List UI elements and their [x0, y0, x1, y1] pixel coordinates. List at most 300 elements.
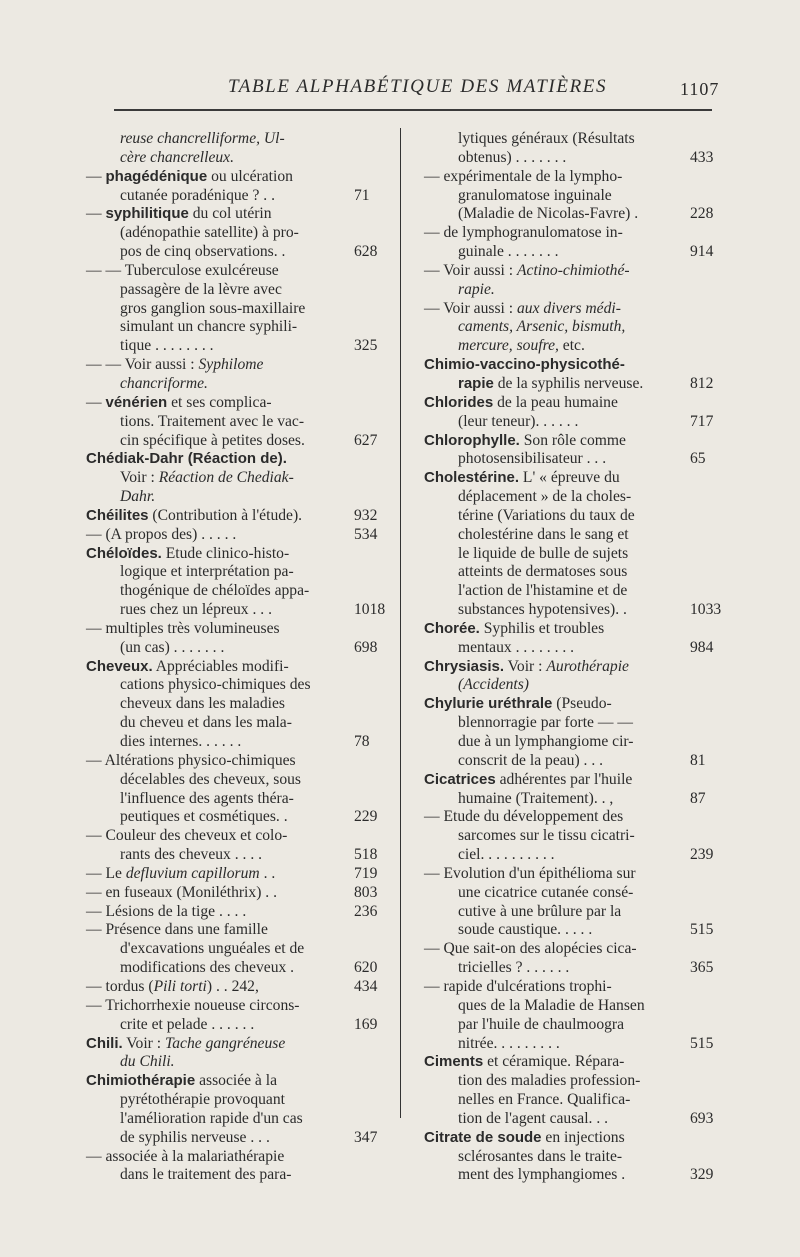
index-line-text	[86, 394, 272, 411]
index-text: Actino-chimiothé-	[517, 261, 630, 279]
index-text: dies internes. . . . . .	[120, 733, 242, 750]
index-text: sarcomes sur le tissu cicatri-	[458, 827, 635, 845]
index-text: gros ganglion sous-maxillaire	[120, 299, 306, 317]
page-reference: 169	[354, 1015, 378, 1033]
index-line-text	[424, 940, 637, 957]
index-text: due à un lymphangiome cir-	[458, 733, 634, 750]
index-text: crite et pelade . . . . . .	[120, 1015, 255, 1033]
right-column	[424, 130, 722, 1185]
index-line-text	[86, 507, 302, 524]
index-line	[424, 865, 712, 884]
index-text: décelables des cheveux, sous	[120, 770, 301, 788]
index-line-text	[424, 356, 625, 373]
index-text: L' « épreuve du	[519, 469, 620, 487]
index-text: associée à la	[195, 1072, 278, 1090]
page-reference: 71	[354, 186, 370, 204]
index-headword: Ciments	[424, 1053, 484, 1071]
index-line	[424, 921, 712, 940]
index-line	[86, 1016, 376, 1035]
index-text: Voir :	[504, 657, 547, 675]
index-line	[86, 130, 376, 149]
page-reference: 433	[690, 148, 714, 166]
index-text: — en fuseaux (Moniléthrix) . .	[86, 883, 277, 901]
index-line	[424, 450, 712, 469]
page-reference: 620	[354, 959, 378, 977]
index-line-text	[424, 1072, 640, 1089]
index-line	[86, 714, 376, 733]
index-text: blennorragie par forte — —	[458, 714, 633, 732]
index-text: de la syphilis nerveuse.	[493, 374, 644, 392]
index-line-text	[86, 318, 297, 335]
index-text: tion des maladies profession-	[458, 1072, 641, 1090]
index-line-text	[424, 130, 635, 147]
index-line	[86, 375, 376, 394]
index-text: (Maladie de Nicolas-Favre) .	[458, 205, 639, 223]
index-line	[424, 149, 712, 168]
index-line-text	[424, 733, 634, 750]
index-line	[424, 846, 712, 865]
index-line-text	[424, 413, 578, 430]
index-text: etc.	[558, 337, 585, 355]
index-line	[86, 676, 376, 695]
index-text: passagère de la lèvre avec	[120, 280, 282, 298]
index-text: (Pseudo-	[552, 695, 612, 713]
index-line-text	[86, 187, 275, 204]
index-text: l'amélioration rapide d'un cas	[120, 1109, 303, 1127]
index-line-text	[86, 469, 294, 486]
index-line	[86, 507, 376, 526]
index-line-text	[424, 827, 635, 844]
index-line	[424, 337, 712, 356]
index-line-text	[424, 582, 627, 599]
index-line-text	[424, 903, 621, 920]
index-line	[424, 790, 712, 809]
index-line	[424, 733, 712, 752]
index-line	[86, 224, 376, 243]
index-line-text	[86, 714, 292, 731]
column-divider	[400, 128, 401, 1118]
index-line	[86, 356, 376, 375]
page-reference: 812	[690, 374, 714, 392]
index-line	[86, 1091, 376, 1110]
index-line-text	[86, 865, 275, 882]
page-reference: 329	[690, 1166, 714, 1184]
index-text: tion de l'agent causal. . .	[458, 1109, 609, 1127]
index-line	[86, 865, 376, 884]
index-text: conscrit de la peau) . . .	[458, 751, 604, 769]
index-line-text	[424, 318, 625, 335]
index-text: pyrétothérapie provoquant	[120, 1091, 285, 1109]
index-text: Aurothérapie	[546, 657, 629, 675]
index-line-text	[424, 507, 635, 524]
index-line	[424, 130, 712, 149]
index-line-text	[86, 563, 294, 580]
index-text: soude caustique. . . . .	[458, 921, 593, 939]
index-line-text	[424, 450, 606, 467]
page-reference: 984	[690, 638, 714, 656]
index-text: — tordus (	[86, 977, 154, 995]
page-reference: 81	[690, 751, 706, 769]
index-text: — Lésions de la tige . . . .	[86, 902, 247, 920]
index-line-text	[86, 432, 305, 449]
index-line-text	[424, 601, 627, 618]
index-text: Réaction de Chediak-	[158, 469, 294, 487]
index-line-text	[424, 1091, 630, 1108]
page-reference: 65	[690, 450, 706, 468]
index-text: (Contribution à l'étude).	[148, 506, 303, 524]
page-reference: 627	[354, 431, 378, 449]
index-line	[86, 432, 376, 451]
index-line-text	[424, 997, 645, 1014]
index-text: — (A propos des) . . . . .	[86, 525, 237, 543]
page-number: 1107	[680, 79, 720, 99]
index-text: nitrée. . . . . . . . .	[458, 1034, 560, 1052]
index-line	[86, 752, 376, 771]
index-line	[86, 187, 376, 206]
index-line	[86, 733, 376, 752]
index-line-text	[424, 394, 618, 411]
index-line	[424, 959, 712, 978]
index-text: Appréciables modifi-	[152, 657, 289, 675]
index-text: ciel. . . . . . . . . .	[458, 846, 555, 864]
index-line	[424, 318, 712, 337]
index-text: cutanée poradénique ? . .	[120, 186, 275, 204]
index-line	[86, 846, 376, 865]
index-text: térine (Variations du taux de	[458, 506, 635, 524]
index-headword: Chédiak-Dahr (Réaction de).	[86, 450, 287, 468]
index-text: peutiques et cosmétiques. .	[120, 808, 288, 826]
index-text: ment des lymphangiomes .	[458, 1166, 626, 1184]
index-text: Syphilis et troubles	[479, 619, 605, 637]
index-line	[424, 224, 712, 243]
index-line-text	[86, 582, 309, 599]
index-line-text	[86, 676, 311, 693]
index-text: le liquide de bulle de sujets	[458, 544, 629, 562]
index-line	[424, 1110, 712, 1129]
index-line-text	[424, 752, 603, 769]
index-line-text	[424, 921, 592, 938]
index-line	[424, 752, 712, 771]
index-line-text	[424, 469, 620, 486]
index-line	[86, 997, 376, 1016]
index-text: Etude clinico-histo-	[161, 544, 290, 562]
index-text: Syphilome	[198, 356, 264, 374]
index-text: . .	[259, 864, 276, 882]
index-text: — Que sait-on des alopécies cica-	[424, 940, 637, 958]
index-line-text	[424, 978, 612, 995]
index-line	[86, 1166, 376, 1185]
index-line-text	[424, 676, 529, 693]
index-line	[424, 168, 712, 187]
index-line	[424, 300, 712, 319]
index-text: du Chili.	[120, 1053, 175, 1071]
index-text: ou ulcération	[207, 167, 293, 185]
index-text: pos de cinq observations. .	[120, 243, 286, 261]
index-headword: Chéloïdes.	[86, 544, 162, 562]
page-reference: 628	[354, 243, 378, 261]
index-line-text	[424, 243, 558, 260]
index-headword: Chorée.	[424, 619, 480, 637]
index-text: Pili torti	[153, 977, 207, 995]
index-line-text	[86, 337, 214, 354]
index-text: (adénopathie satellite) à pro-	[120, 224, 299, 242]
index-line-text	[86, 733, 241, 750]
index-line	[86, 771, 376, 790]
index-line-text	[86, 959, 294, 976]
index-line-text	[424, 771, 632, 788]
index-line-text	[86, 903, 246, 920]
index-text: — de lymphogranulomatose in-	[424, 224, 623, 242]
page-reference: 236	[354, 902, 378, 920]
index-line-text	[424, 300, 621, 317]
index-line	[424, 375, 712, 394]
index-text: chancriforme.	[120, 374, 208, 392]
page-reference: 365	[690, 959, 714, 977]
page-reference: 534	[354, 525, 378, 543]
index-text: granulomatose inguinale	[458, 186, 612, 204]
index-line	[86, 601, 386, 620]
index-line	[424, 1016, 712, 1035]
index-line	[424, 394, 712, 413]
page-reference: 1018	[354, 601, 386, 619]
index-line-text	[424, 865, 636, 882]
index-text: et céramique. Répara-	[483, 1053, 625, 1071]
index-line	[424, 1072, 712, 1091]
index-line-text	[86, 356, 263, 373]
index-headword: Chéilites	[86, 506, 149, 524]
index-text: cutive à une brûlure par la	[458, 902, 622, 920]
index-line	[86, 1110, 376, 1129]
index-text: dans le traitement des para-	[120, 1166, 292, 1184]
index-text: caments, Arsenic, bismuth,	[458, 318, 626, 336]
index-line-text	[86, 168, 293, 185]
page-header	[0, 68, 800, 108]
index-line	[86, 318, 376, 337]
index-line-text	[424, 884, 633, 901]
index-line	[424, 526, 712, 545]
page-reference: 1033	[690, 601, 722, 619]
index-text: par l'huile de chaulmoogra	[458, 1015, 625, 1033]
index-line-text	[86, 695, 285, 712]
index-text: rants des cheveux . . . .	[120, 846, 263, 864]
index-line	[424, 658, 712, 677]
index-line	[424, 356, 712, 375]
index-text: reuse chancrelliforme, Ul-	[120, 130, 285, 147]
index-text: obtenus) . . . . . . .	[458, 148, 567, 166]
index-text: ques de la Maladie de Hansen	[458, 996, 645, 1014]
index-headword: phagédénique	[105, 167, 208, 185]
index-line-text	[424, 375, 643, 392]
index-line-text	[86, 921, 268, 938]
index-text: nelles en France. Qualifica-	[458, 1091, 631, 1109]
index-text: thogénique de chéloïdes appa-	[120, 582, 310, 600]
index-line	[424, 469, 712, 488]
index-headword: syphilitique	[105, 205, 189, 223]
index-line-text	[86, 1035, 285, 1052]
index-text: cin spécifique à petites doses.	[120, 431, 305, 449]
index-line-text	[424, 1016, 624, 1033]
index-line-text	[86, 771, 301, 788]
index-line-text	[86, 1016, 254, 1033]
index-text: — Voir aussi :	[424, 299, 517, 317]
index-line-text	[424, 526, 629, 543]
index-text: guinale . . . . . . .	[458, 243, 559, 261]
page-reference: 698	[354, 638, 378, 656]
index-text: (Accidents)	[458, 676, 530, 694]
index-headword: Chlorophylle.	[424, 431, 520, 449]
index-line	[424, 281, 712, 300]
index-line-text	[424, 563, 627, 580]
index-line	[424, 1053, 712, 1072]
index-line	[86, 281, 376, 300]
index-line-text	[424, 1129, 625, 1146]
index-text: (un cas) . . . . . . .	[120, 638, 225, 656]
index-line	[424, 620, 712, 639]
index-line-text	[424, 1148, 622, 1165]
index-line-text	[424, 695, 612, 712]
index-line-text	[424, 187, 612, 204]
index-line	[86, 450, 376, 469]
index-line-text	[86, 526, 236, 543]
page-reference: 229	[354, 808, 378, 826]
index-line-text	[424, 1035, 560, 1052]
index-line	[86, 921, 376, 940]
page-reference: 717	[690, 412, 714, 430]
index-line-text	[86, 262, 279, 279]
index-text: — associée à la malariathérapie	[86, 1147, 285, 1165]
index-line	[424, 1148, 712, 1167]
index-line	[424, 903, 712, 922]
index-text: tions. Traitement avec le vac-	[120, 412, 305, 430]
index-text: une cicatrice cutanée consé-	[458, 883, 634, 901]
index-headword: Citrate de soude	[424, 1128, 542, 1146]
index-line	[86, 337, 376, 356]
index-line-text	[86, 450, 287, 467]
index-text: cheveux dans les maladies	[120, 695, 285, 713]
page-reference: 434	[354, 977, 378, 995]
index-text: ) . .	[206, 977, 232, 995]
index-line	[424, 1035, 712, 1054]
page-reference: 932	[354, 506, 378, 524]
index-line-text	[424, 639, 574, 656]
page-reference: 719	[354, 864, 378, 882]
index-headword: vénérien	[105, 393, 168, 411]
index-text: — Présence dans une famille	[86, 921, 268, 939]
index-text: et ses complica-	[167, 393, 272, 411]
index-line-text	[86, 1148, 284, 1165]
index-line-text	[424, 658, 629, 675]
index-line-text	[86, 1129, 270, 1146]
index-line	[86, 243, 376, 262]
index-line-text	[86, 1110, 303, 1127]
index-text: Voir :	[120, 469, 159, 487]
index-text: — multiples très volumineuses	[86, 619, 280, 637]
index-headword: rapie	[458, 374, 494, 392]
index-line	[86, 205, 376, 224]
index-line	[86, 149, 376, 168]
index-line	[86, 1129, 376, 1148]
index-line-text	[86, 281, 282, 298]
index-line-text	[86, 658, 289, 675]
index-line	[424, 771, 712, 790]
index-line	[86, 959, 376, 978]
index-line	[86, 394, 376, 413]
index-line	[424, 714, 712, 733]
index-line	[86, 827, 376, 846]
index-line	[424, 582, 712, 601]
index-line	[424, 545, 712, 564]
index-text: d'excavations unguéales et de	[120, 940, 305, 958]
index-line-text	[86, 224, 299, 241]
index-line-text	[424, 149, 566, 166]
index-line-text	[86, 1166, 291, 1183]
index-text: Dahr.	[120, 488, 156, 506]
index-line-text	[424, 545, 628, 562]
index-line-text	[86, 620, 280, 637]
index-text: cations physico-chimiques des	[120, 676, 311, 694]
index-line-text	[86, 997, 300, 1014]
index-line-text	[86, 375, 208, 392]
index-line-text	[86, 940, 304, 957]
page-reference: 239	[690, 846, 714, 864]
index-line	[86, 413, 376, 432]
index-headword: Chimiothérapie	[86, 1072, 196, 1090]
index-headword: Chili.	[86, 1034, 123, 1052]
index-line-text	[86, 808, 288, 825]
index-line	[424, 808, 712, 827]
page-reference: 228	[690, 205, 714, 223]
index-line	[86, 488, 376, 507]
index-headword: Cicatrices	[424, 770, 496, 788]
index-text: — Couleur des cheveux et colo-	[86, 827, 288, 845]
index-text: tique . . . . . . . .	[120, 337, 214, 355]
index-text: — Trichorrhexie noueuse circons-	[86, 996, 300, 1014]
page-reference: 87	[690, 789, 706, 807]
index-line	[86, 300, 376, 319]
index-line-text	[424, 714, 633, 731]
index-line-text	[86, 300, 305, 317]
index-line	[424, 243, 712, 262]
index-text: defluvium capillorum	[125, 864, 260, 882]
index-text: Voir :	[122, 1034, 165, 1052]
index-line-text	[424, 620, 604, 637]
index-line	[86, 469, 376, 488]
index-line	[86, 808, 376, 827]
index-line-text	[86, 790, 294, 807]
index-line	[86, 658, 376, 677]
index-line	[424, 187, 712, 206]
index-line	[424, 262, 712, 281]
index-text: — rapide d'ulcérations trophi-	[424, 977, 612, 995]
index-line-text	[86, 978, 259, 995]
index-text: Tache gangréneuse	[165, 1034, 286, 1052]
index-line-text	[86, 243, 285, 260]
index-text: modifications des cheveux .	[120, 959, 295, 977]
index-text: déplacement » de la choles-	[458, 488, 632, 506]
page-reference: 78	[354, 733, 370, 750]
index-line-text	[424, 281, 495, 298]
index-line	[86, 168, 376, 187]
index-line	[424, 563, 712, 582]
index-line	[424, 1129, 712, 1148]
index-line-text	[86, 130, 285, 147]
index-line	[424, 1166, 712, 1185]
index-line	[424, 978, 712, 997]
index-text: — expérimentale de la lympho-	[424, 167, 623, 185]
index-line-text	[86, 752, 296, 769]
index-text: — Altérations physico-chimiques	[86, 751, 296, 769]
index-line	[86, 526, 376, 545]
